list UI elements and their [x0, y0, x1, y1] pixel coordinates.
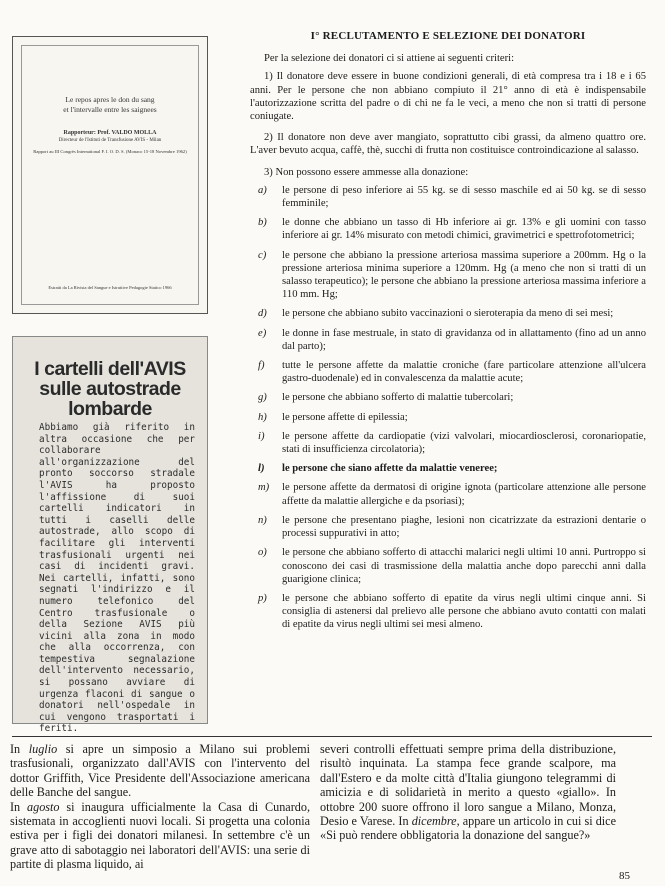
item-text: tutte le persone affette da malattie croniche (fare particolare attenzione all'ulcera gastro-duodenale) ed in convalescenza da malattie acute;: [282, 360, 646, 385]
item-text: le donne in fase mestruale, in stato di gravidanza od in allattamento (fino ad un anno dal parto);: [282, 327, 646, 352]
clipping-body: Abbiamo già riferito in altra occasione che per collaborare all'organizzazione del pronto soccorso stradale l'AVIS ha proposto l'affissione di suoi cartelli indicatori in tutti i caselli delle autostrade, allo scopo di facilitare gli interventi trasfusionali urgenti nei casi di incidenti gravi. Nei cartelli, infatti, sono segnati l'indirizzo e il numero telefonico del Centro trasfusionale o della Sezione AVIS più vicini alla zona in modo che alla occorrenza, con tempestiva segnalazione dell'intervento necessario, si possano avviare di urgenza flaconi di sangue o donatori nell'ospedale in cui vengono trasportati i feriti.: [39, 422, 195, 735]
exclusion-item-h: [250, 411, 646, 424]
cover-title-line1: Le repos apres le don du sang: [65, 95, 155, 104]
cover-publisher: Estratti da La Rivista del Sangue e Istruttive Pedagogie Statico 1966: [48, 285, 172, 290]
cover-title-line2: et l'intervalle entre les saignees: [63, 104, 157, 114]
cover-reporter-role: Directeur de l'Istituti de Transfusione AVIS - Milan: [58, 138, 162, 143]
cover-congress: Rapport au III Congrès International F. I. O. D. S. (Monaco 15-18 Novembre 1962): [33, 149, 187, 154]
criterion-2: 2) Il donatore non deve aver mangiato, soprattutto cibi grassi, da almeno quattro ore. L'aver bevuto acqua, caffè, thè, succhi di frutta non costituisce controindicazione al salasso.: [250, 132, 646, 157]
item-text: le persone che abbiano sofferto di malattie tubercolari;: [282, 392, 514, 404]
item-text: le persone di peso inferiore ai 55 kg. se di sesso maschile ed ai 50 kg. se di sesso femminile;: [282, 184, 646, 210]
cover-title: [13, 95, 207, 115]
clipping-headline: [21, 359, 199, 419]
chronicle-continuation: [320, 742, 616, 843]
exclusion-item-c: [250, 249, 646, 302]
text-segment: In: [10, 742, 29, 756]
clipping-headline-line1: I cartelli dell'AVIS: [34, 358, 186, 380]
section-divider: [12, 736, 652, 737]
exclusion-item-n: [250, 514, 646, 540]
exclusion-item-p: [250, 592, 646, 632]
item-letter: a): [258, 184, 267, 196]
item-text: le persone che presentano piaghe, lesioni non cicatrizzate da estrazioni dentarie o processi suppurativi in atto;: [282, 514, 646, 540]
item-letter: n): [258, 514, 267, 526]
text-segment: severi controlli effettuati sempre prima della distribuzione, risultò inquinata. La stampa fece grande scalpore, ma dall'Estero e da molte città d'Italia giungono telegrammi di amicizia e di solidarietà in merito a questo «giallo». In ottobre 200 suore offrono il loro sangue a Milano, Monza, Desio e Varese. In: [320, 742, 616, 829]
chronicle-july: [10, 742, 310, 800]
criterion-1: 1) Il donatore deve essere in buone condizioni generali, di età compresa tra i 18 e i 65 anni. Per le persone che non abbiano compiuto il 21° anno di età è indispensabile l'autorizzazione scritta del padre o di chi ne fa le veci, a meno che non si tratti di persone coniugate.: [250, 71, 646, 123]
item-letter: h): [258, 411, 267, 423]
item-letter: o): [258, 547, 267, 559]
item-text: le persone che abbiano la pressione arteriosa massima superiore a 200mm. Hg o la pressione arteriosa minima superiore a 120mm. Hg (a meno che non si tratti di un salasso terapeutico); le persone che abbiano la pressione arteriosa massima inferiore a 110 mm. Hg;: [282, 249, 646, 301]
article-intro: Per la selezione dei donatori ci si attiene ai seguenti criteri:: [264, 53, 515, 65]
item-letter: p): [258, 592, 267, 604]
booklet-cover: [12, 36, 208, 314]
cover-frame: [21, 45, 199, 305]
exclusion-item-a: [250, 184, 646, 210]
item-letter: d): [258, 308, 267, 320]
exclusion-item-i: [250, 430, 646, 456]
item-letter: c): [258, 249, 267, 261]
article: [250, 30, 646, 638]
item-letter: i): [258, 430, 265, 442]
page-number: 85: [619, 870, 630, 882]
item-letter: b): [258, 217, 267, 229]
newspaper-clipping: [12, 336, 208, 735]
article-title: I° RECLUTAMENTO E SELEZIONE DEI DONATORI: [310, 30, 586, 42]
month-july: luglio: [28, 742, 58, 756]
clipping-headline-line2: sulle autostrade: [39, 378, 181, 400]
item-letter: m): [258, 482, 270, 494]
text-segment: si apre un simposio a Milano sui problemi trasfusionali, organizzato dall'AVIS con l'intervento del dottor Griffith, Vice Presidente dell'Associazione americana delle Banche del sangue.: [10, 742, 310, 800]
month-august: agosto: [27, 799, 60, 814]
exclusion-item-e: [250, 327, 646, 353]
cover-reporter: Rapporteur: Prof. VALDO MOLLA: [63, 130, 157, 136]
month-december: dicembre: [411, 814, 457, 829]
item-text: le persone che abbiano sofferto di epatite da virus negli ultimi cinque anni. Si consiglia di astenersi dal prelievo alle persone che abbiano avuto contatti con malati di epatite da virus negli ultimi sei mesi almeno.: [282, 592, 646, 631]
chronicle-august: [10, 800, 310, 872]
clipping-headline-line3: lombarde: [68, 398, 152, 420]
exclusion-item-b: [250, 216, 646, 242]
chronicle-right-column: [320, 742, 616, 843]
text-segment: In: [10, 799, 28, 814]
item-text: le persone che siano affette da malattie veneree;: [282, 463, 498, 475]
item-text: le donne che abbiano un tasso di Hb inferiore ai gr. 13% e gli uomini con tasso inferiore ai gr. 14% misurato con metodi chimici, gravimetrici e spettrofotometrici;: [282, 217, 646, 242]
item-letter: g): [258, 392, 267, 404]
text-segment: si inaugura ufficialmente la Casa di Cunardo, sistemata in accoglienti nuovi locali. Si progetta una colonia estiva per i figli dei donatori milanesi. In settembre c'è un grave atto di sabotaggio nei laboratori dell'AVIS: una serie di partite di plasma liquido, ai: [10, 799, 311, 872]
item-text: le persone affette da cardiopatie (vizi valvolari, miocardiosclerosi, coronariopatie, stati di insufficienza circolatoria);: [282, 430, 646, 456]
chronicle-left-column: [10, 742, 310, 872]
item-text: le persone affette di epilessia;: [282, 411, 408, 423]
exclusion-item-o: [250, 546, 646, 586]
exclusion-item-f: [250, 359, 646, 385]
item-letter: l): [258, 463, 265, 475]
exclusion-item-m: [250, 481, 646, 507]
item-letter: f): [258, 360, 265, 372]
item-text: le persone affette da dermatosi di origine ignota (particolare attenzione alle persone affette da malattie allergiche e da psoriasi);: [282, 482, 646, 507]
item-text: le persone che abbiano sofferto di attacchi malarici negli ultimi 10 anni. Purtroppo si conoscono dei casi di trasmissione della malattia anche dopo parecchi anni dalla guarigione clinica;: [282, 547, 646, 585]
exclusion-item-d: [250, 307, 646, 320]
exclusion-item-l: [250, 462, 646, 475]
exclusion-item-g: [250, 391, 646, 404]
criterion-3: 3) Non possono essere ammesse alla donazione:: [264, 166, 469, 178]
item-text: le persone che abbiano subito vaccinazioni o sieroterapia da meno di sei mesi;: [282, 308, 614, 320]
text-segment: , appare un articolo in cui si dice «Si può rendere obbligatoria la donazione del sangue?»: [320, 814, 616, 843]
item-letter: e): [258, 327, 267, 339]
